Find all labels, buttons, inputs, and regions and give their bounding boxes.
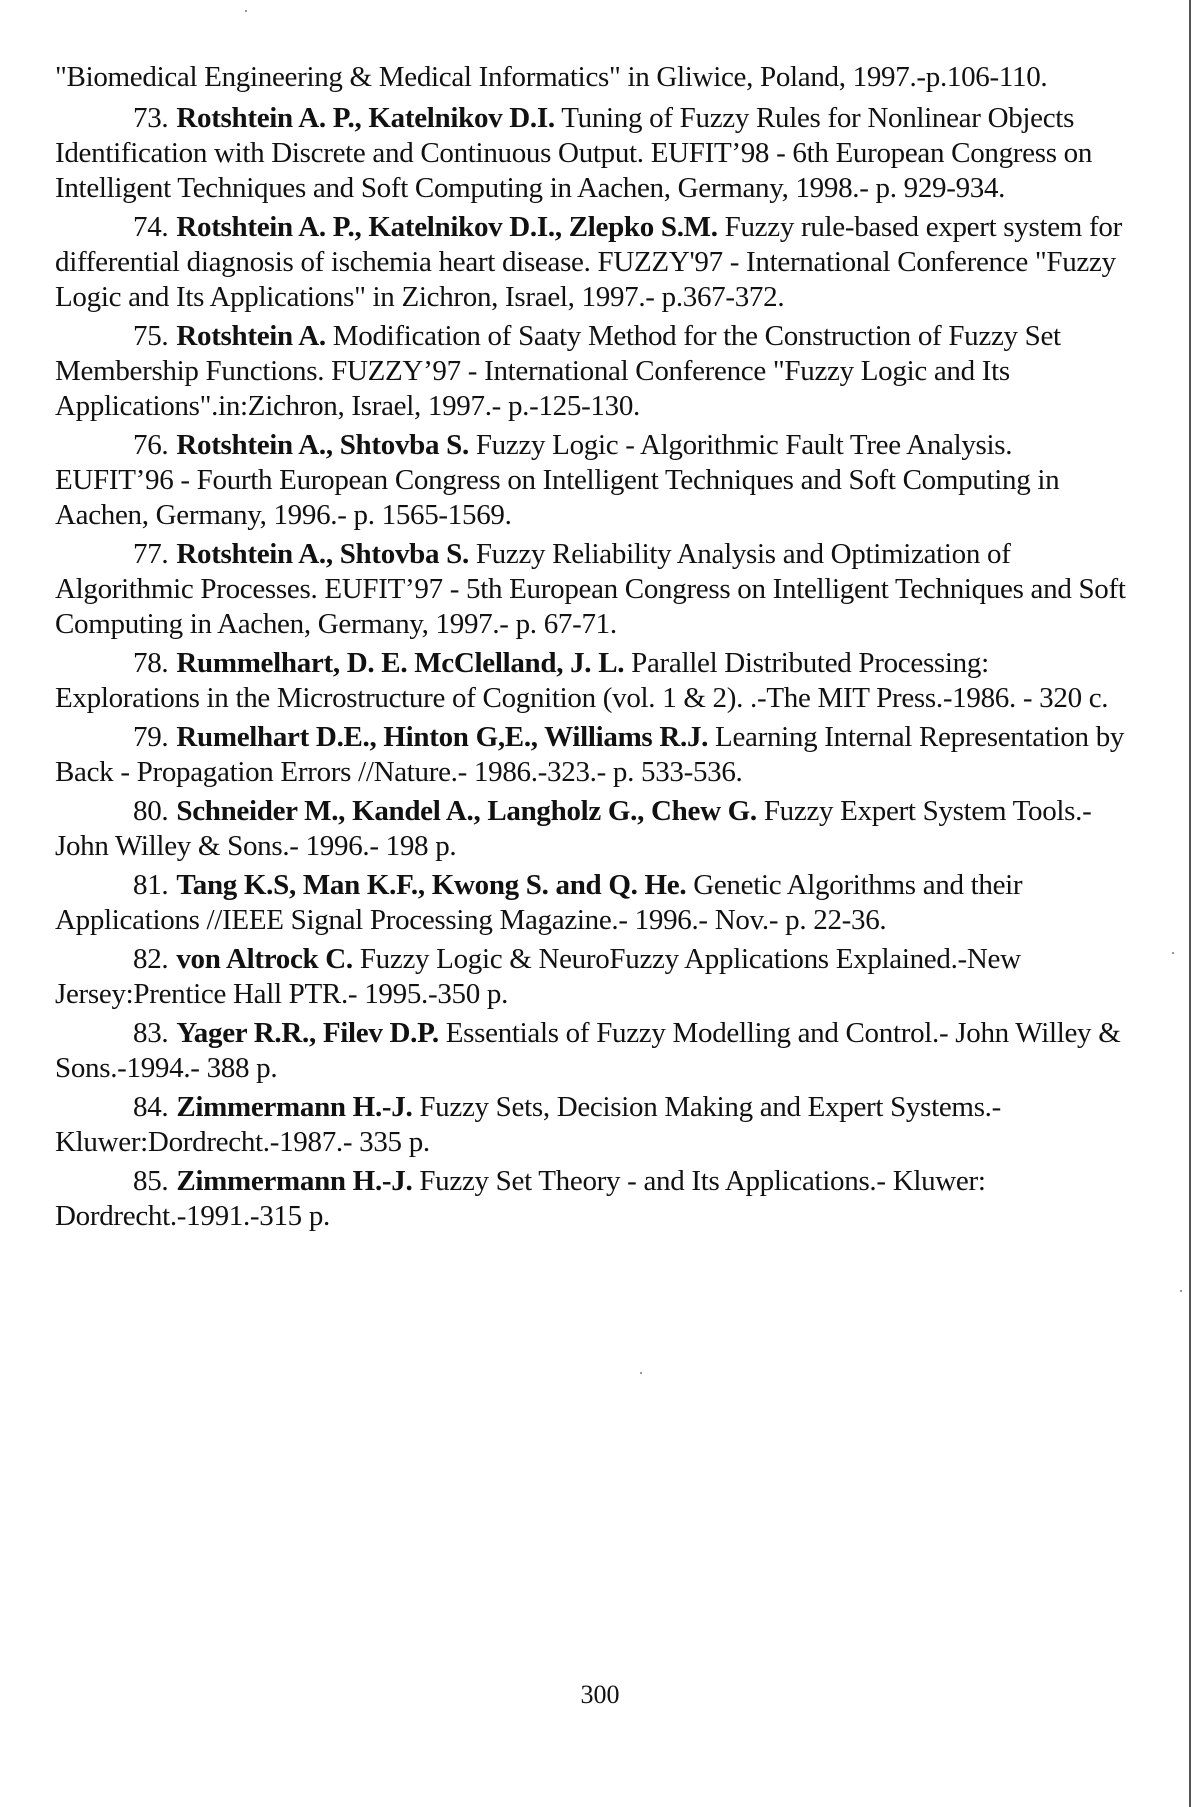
reference-authors: Rotshtein A., Shtovba S. [176,538,469,570]
reference-number: 78. [133,647,169,679]
reference-entry [55,1090,1135,1160]
reference-authors: Rotshtein A., Shtovba S. [176,429,469,461]
reference-authors: von Altrock C. [176,943,353,975]
reference-entry [55,101,1135,206]
reference-entries [55,101,1135,1234]
reference-number: 76. [133,429,169,461]
scan-speck [1172,952,1174,954]
reference-text: Fuzzy Expert System Tools.- John Willey & Sons.- 1996.- 198 p. [55,795,1092,862]
reference-authors: Rummelhart, D. E. McClelland, J. L. [176,647,625,679]
reference-text: Fuzzy Set Theory - and Its Applications.- Kluwer: Dordrecht.-1991.-315 p. [55,1165,986,1232]
reference-authors: Yager R.R., Filev D.P. [176,1017,439,1049]
reference-authors: Schneider M., Kandel A., Langholz G., Chew G. [176,795,757,827]
reference-text: Fuzzy Logic - Algorithmic Fault Tree Analysis. EUFIT’96 - Fourth European Congress on Intelligent Techniques and Soft Computing in Aachen, Germany, 1996.- p. 1565-1569. [55,429,1060,531]
reference-authors: Rumelhart D.E., Hinton G,E., Williams R.J. [176,721,709,753]
reference-text: Fuzzy rule-based expert system for differential diagnosis of ischemia heart disease. FUZZY'97 - International Conference "Fuzzy Logic and Its Applications" in Zichron, Israel, 1997.- p.367-372. [55,211,1122,313]
reference-entry [55,868,1135,938]
reference-number: 83. [133,1017,169,1049]
reference-entry [55,720,1135,790]
reference-entry [55,537,1135,642]
reference-authors: Rotshtein A. P., Katelnikov D.I. [176,102,555,134]
reference-entry [55,942,1135,1012]
reference-entry [55,794,1135,864]
reference-authors: Tang K.S, Man K.F., Kwong S. and Q. He. [176,869,687,901]
reference-text: Genetic Algorithms and their Applications //IEEE Signal Processing Magazine.- 1996.- Nov.- p. 22-36. [55,869,1023,936]
reference-authors: Rotshtein A. [176,320,326,352]
reference-entry [55,210,1135,315]
reference-text: Tuning of Fuzzy Rules for Nonlinear Objects Identification with Discrete and Continuous Output. EUFIT’98 - 6th European Congress on Intelligent Techniques and Soft Computing in Aachen, Germany, 1998.- p. 929-934. [55,102,1093,204]
reference-text: Learning Internal Representation by Back - Propagation Errors //Nature.- 1986.-323.- p. 533-536. [55,721,1125,788]
reference-authors: Zimmermann H.-J. [176,1091,413,1123]
reference-number: 81. [133,869,169,901]
reference-authors: Zimmermann H.-J. [176,1165,413,1197]
reference-number: 75. [133,320,169,352]
reference-number: 73. [133,102,169,134]
reference-text: Fuzzy Sets, Decision Making and Expert Systems.- Kluwer:Dordrecht.-1987.- 335 p. [55,1091,1001,1158]
reference-number: 85. [133,1165,169,1197]
reference-text: Parallel Distributed Processing: Explorations in the Microstructure of Cognition (vol. 1 & 2). .-The MIT Press.-1986. - 320 c. [55,647,1109,714]
reference-continuation: "Biomedical Engineering & Medical Informatics" in Gliwice, Poland, 1997.-p.106-110. [55,61,1048,93]
reference-text: Fuzzy Logic & NeuroFuzzy Applications Explained.-New Jersey:Prentice Hall PTR.- 1995.-350 p. [55,943,1021,1010]
reference-text: Fuzzy Reliability Analysis and Optimization of Algorithmic Processes. EUFIT’97 - 5th European Congress on Intelligent Techniques and Soft Computing in Aachen, Germany, 1997.- p. 67-71. [55,538,1126,640]
reference-entry [55,319,1135,424]
reference-list [55,60,1135,1238]
reference-number: 84. [133,1091,169,1123]
reference-number: 80. [133,795,169,827]
reference-authors: Rotshtein A. P., Katelnikov D.I., Zlepko S.M. [176,211,718,243]
reference-text: Essentials of Fuzzy Modelling and Control.- John Willey & Sons.-1994.- 388 p. [55,1017,1121,1084]
scan-edge-line [1189,0,1191,1807]
scan-speck [1180,1290,1182,1292]
reference-number: 74. [133,211,169,243]
reference-number: 82. [133,943,169,975]
page-number: 300 [580,1680,620,1709]
reference-entry [55,428,1135,533]
reference-entry [55,646,1135,716]
scan-speck [640,1372,642,1374]
reference-text: Modification of Saaty Method for the Construction of Fuzzy Set Membership Functions. FUZZY’97 - International Conference "Fuzzy Logic and Its Applications".in:Zichron, Israel, 1997.- p.-125-130. [55,320,1061,422]
reference-entry [55,1164,1135,1234]
reference-number: 79. [133,721,169,753]
scan-speck [245,10,247,12]
reference-entry [55,1016,1135,1086]
reference-number: 77. [133,538,169,570]
